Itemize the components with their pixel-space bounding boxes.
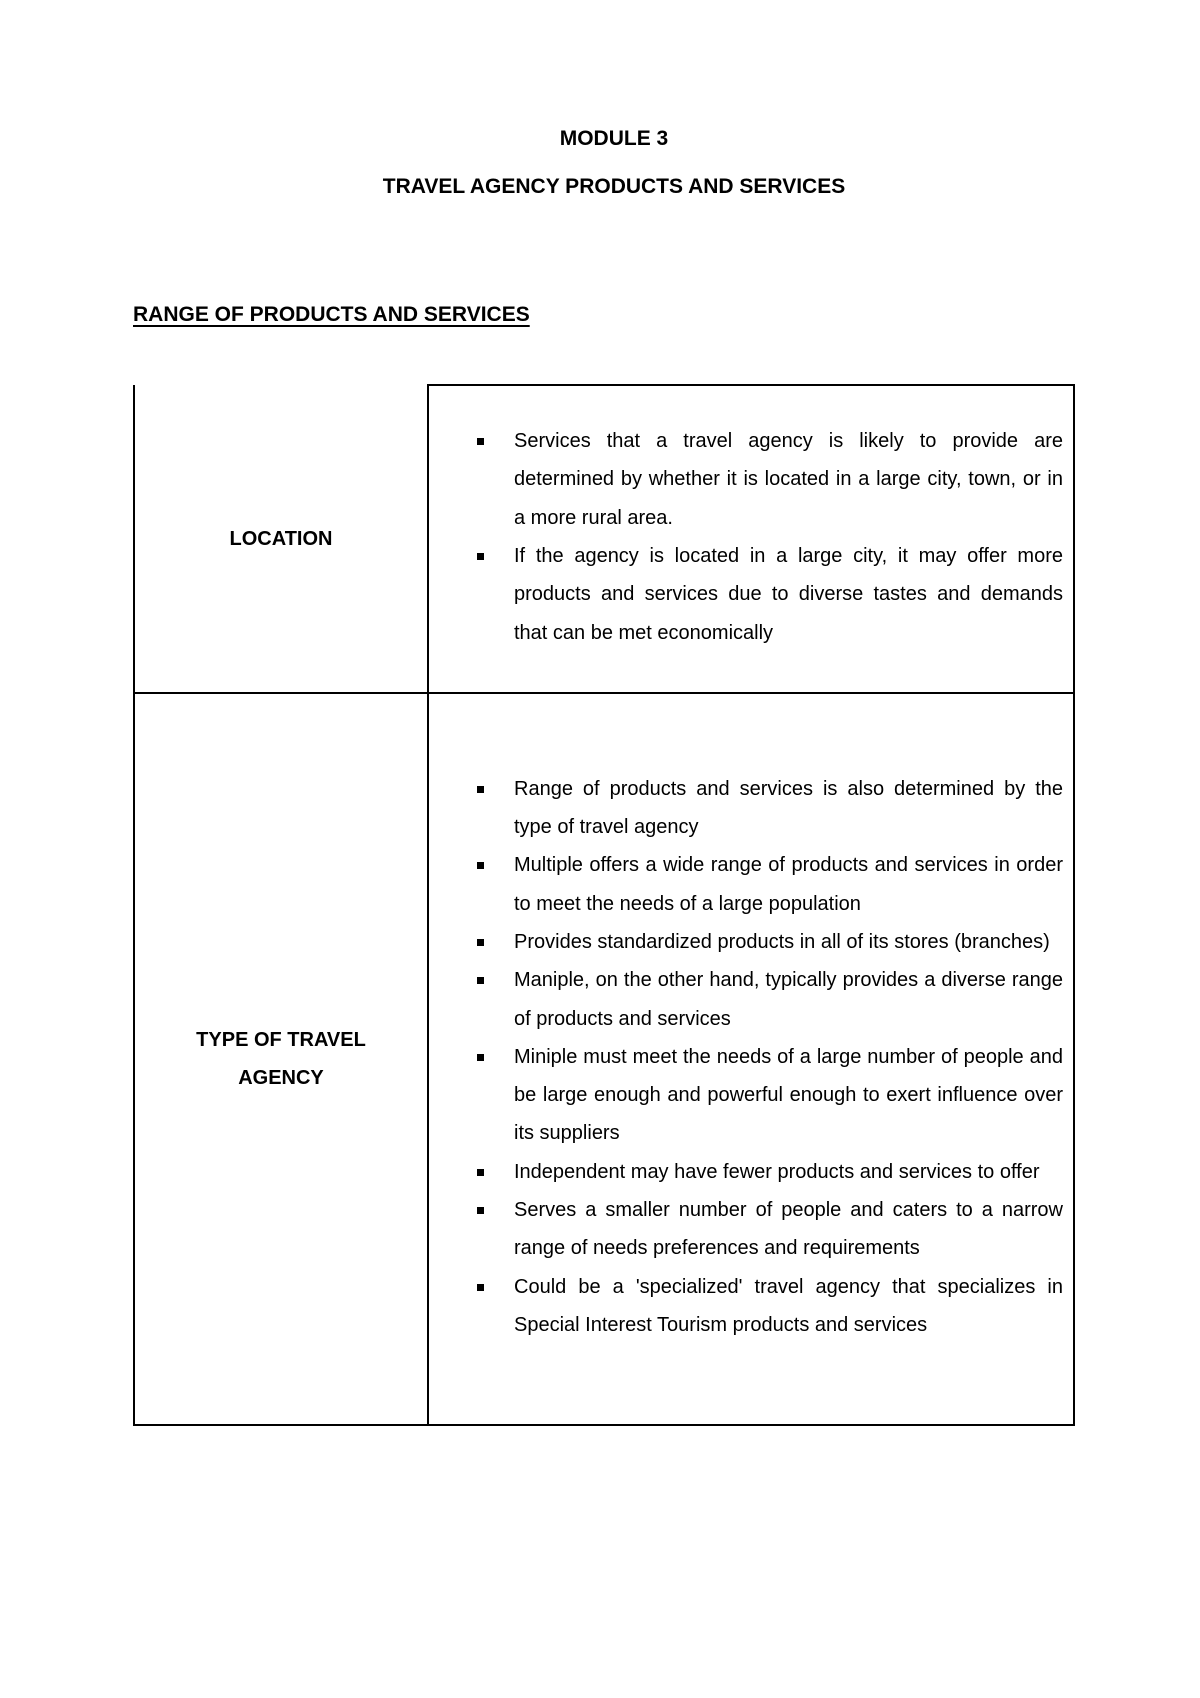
- range-table: [133, 384, 1075, 1426]
- square-bullet-icon: [477, 786, 484, 793]
- list-item: Services that a travel agency is likely to provide are determined by whether it is located in a large city, town, or in a more rural area.: [477, 422, 1063, 537]
- row-content-type-of-travel-agency: [428, 693, 1074, 1425]
- square-bullet-icon: [477, 862, 484, 869]
- square-bullet-icon: [477, 553, 484, 560]
- list-item: Serves a smaller number of people and caters to a narrow range of needs preferences and requirements: [477, 1191, 1063, 1268]
- square-bullet-icon: [477, 1169, 484, 1176]
- list-item: If the agency is located in a large city, it may offer more products and services due to diverse tastes and demands that can be met economically: [477, 537, 1063, 652]
- module-subtitle: TRAVEL AGENCY PRODUCTS AND SERVICES: [382, 175, 846, 198]
- module-title: MODULE 3: [559, 127, 669, 150]
- list-item: Multiple offers a wide range of products and services in order to meet the needs of a large population: [477, 846, 1063, 923]
- list-item: Provides standardized products in all of its stores (branches): [477, 923, 1063, 961]
- square-bullet-icon: [477, 1207, 484, 1214]
- list-item: Range of products and services is also determined by the type of travel agency: [477, 770, 1063, 847]
- list-item: Independent may have fewer products and services to offer: [477, 1153, 1063, 1191]
- row-label-type-of-travel-agency: TYPE OF TRAVEL AGENCY: [134, 693, 428, 1425]
- list-item: Maniple, on the other hand, typically provides a diverse range of products and services: [477, 961, 1063, 1038]
- bullet-list-location: [477, 422, 1063, 652]
- square-bullet-icon: [477, 1284, 484, 1291]
- list-item: Miniple must meet the needs of a large number of people and be large enough and powerful enough to exert influence over its suppliers: [477, 1038, 1063, 1153]
- row-content-location: [428, 385, 1074, 693]
- table-row-location: [134, 385, 1074, 693]
- list-item: Could be a 'specialized' travel agency that specializes in Special Interest Tourism products and services: [477, 1268, 1063, 1345]
- square-bullet-icon: [477, 939, 484, 946]
- row-label-location: LOCATION: [134, 385, 428, 693]
- bullet-list-type-of-travel-agency: [477, 770, 1063, 1344]
- square-bullet-icon: [477, 1054, 484, 1061]
- section-heading: RANGE OF PRODUCTS AND SERVICES: [133, 303, 530, 326]
- table-row-type-of-travel-agency: [134, 693, 1074, 1425]
- square-bullet-icon: [477, 438, 484, 445]
- square-bullet-icon: [477, 977, 484, 984]
